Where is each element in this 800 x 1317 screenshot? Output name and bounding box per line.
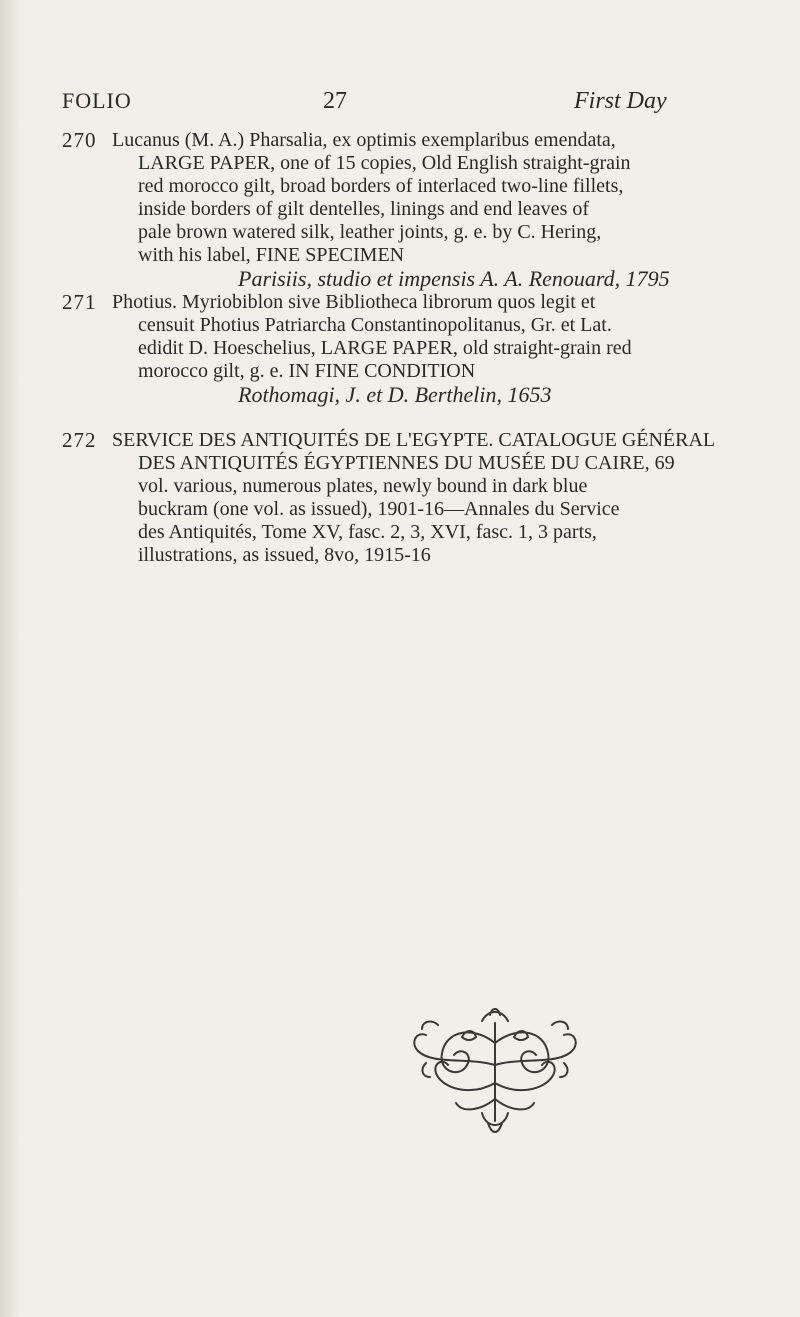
entry-imprint: Rothomagi, J. et D. Berthelin, 1653 [238, 382, 552, 407]
entry-line: edidit D. Hoeschelius, LARGE PAPER, old straight-grain red [138, 337, 632, 359]
entry-line: pale brown watered silk, leather joints, g. e. by C. Hering, [138, 221, 602, 243]
entry-line: vol. various, numerous plates, newly bound in dark blue [138, 475, 588, 497]
page-number: 27 [323, 88, 347, 114]
entry-description [112, 129, 742, 290]
folio-label: FOLIO [62, 88, 132, 113]
entry-line: morocco gilt, g. e. IN FINE CONDITION [138, 360, 476, 382]
entry-line: DES ANTIQUITÉS ÉGYPTIENNES DU MUSÉE DU CAIRE, 69 [138, 452, 675, 474]
catalogue-entry [62, 429, 742, 567]
entry-line: censuit Photius Patriarcha Constantinopolitanus, Gr. et Lat. [138, 314, 612, 336]
entry-line: red morocco gilt, broad borders of interlaced two-line fillets, [138, 175, 624, 197]
page-edge-shadow [0, 0, 22, 1317]
entry-line: illustrations, as issued, 8vo, 1915-16 [138, 544, 431, 566]
entry-line: des Antiquités, Tome XV, fasc. 2, 3, XVI, fasc. 1, 3 parts, [138, 521, 597, 543]
catalogue-entry [62, 291, 742, 406]
lot-number: 271 [62, 290, 97, 314]
entry-imprint: Parisiis, studio et impensis A. A. Renouard, 1795 [238, 266, 670, 291]
catalogue-entry [62, 129, 742, 290]
entry-line: with his label, FINE SPECIMEN [138, 244, 405, 266]
entry-line: inside borders of gilt dentelles, linings and end leaves of [138, 198, 590, 220]
entry-line: buckram (one vol. as issued), 1901-16—Annales du Service [138, 498, 620, 520]
entry-description [112, 429, 742, 567]
lot-number: 270 [62, 128, 97, 152]
page-header [62, 88, 732, 120]
entry-line: Photius. Myriobiblon sive Bibliotheca librorum quos legit et [112, 291, 596, 313]
floral-scroll-ornament-icon [402, 1003, 588, 1137]
running-title: First Day [574, 88, 667, 114]
lot-number: 272 [62, 428, 97, 452]
entry-line: Lucanus (M. A.) Pharsalia, ex optimis exemplaribus emendata, [112, 129, 616, 151]
entry-line: SERVICE DES ANTIQUITÉS DE L'EGYPTE. CATALOGUE GÉNÉRAL [112, 429, 716, 451]
entry-line: LARGE PAPER, one of 15 copies, Old English straight-grain [138, 152, 631, 174]
entry-description [112, 291, 742, 406]
